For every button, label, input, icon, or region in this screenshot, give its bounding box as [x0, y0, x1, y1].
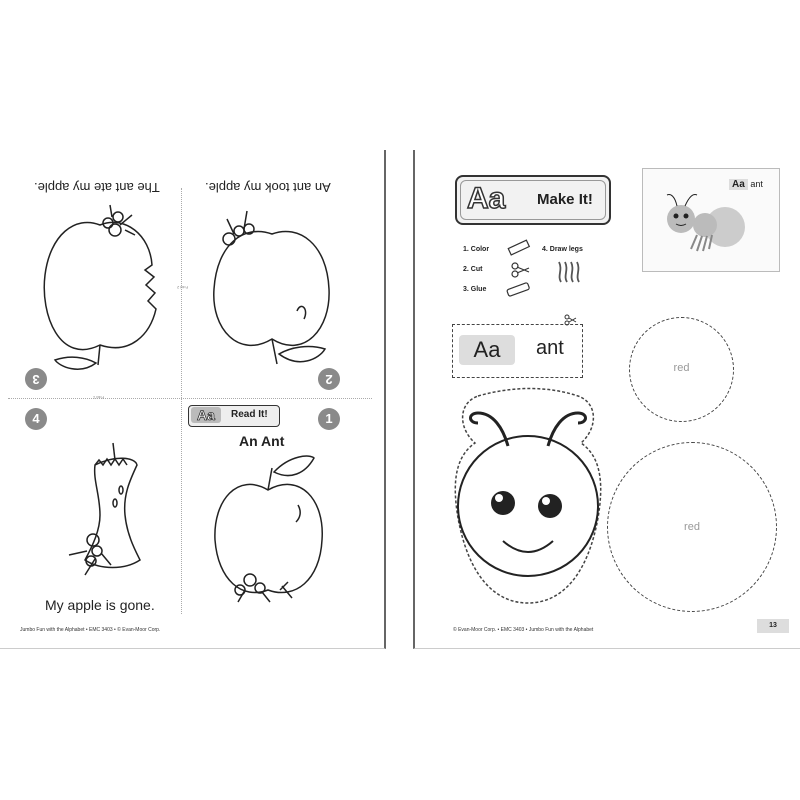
sample-ant-card [642, 168, 780, 272]
step-color: 1. Color [463, 246, 490, 253]
apple-with-ant-illustration [205, 205, 340, 390]
step-draw-legs: 4. Draw legs [542, 246, 583, 253]
panel1-number: 1 [318, 408, 340, 430]
apple-bitten-illustration [30, 205, 170, 375]
fold-label-horizontal: Fold 1 [93, 395, 105, 400]
apple-illustration [210, 450, 330, 610]
fold-line-horizontal [8, 398, 372, 399]
make-it-banner [455, 175, 611, 225]
left-footer: Jumbo Fun with the Alphabet • EMC 3403 • © Evan-Moor Corp. [20, 627, 161, 633]
panel3-number: 3 [25, 368, 47, 390]
glue-icon [507, 282, 530, 296]
crayon-icon [508, 240, 529, 255]
read-it-banner [188, 405, 280, 427]
word-cutout-box [452, 324, 583, 378]
make-it-label: Make It! [537, 191, 593, 208]
circle-cutout-small: red [629, 317, 734, 422]
sample-card-label: Aa ant [729, 179, 763, 190]
legs-icon [553, 258, 583, 286]
page-number: 13 [757, 619, 789, 633]
step-cut: 2. Cut [463, 266, 483, 273]
word-box-word: ant [536, 337, 564, 359]
step-glue: 3. Glue [463, 286, 487, 293]
story-title: An Ant [239, 433, 285, 449]
make-it-letters: Aa [467, 182, 506, 215]
ant-sample-illustration [657, 189, 757, 259]
panel2-sentence: An ant took my apple. [205, 180, 331, 195]
panel4-sentence: My apple is gone. [45, 597, 155, 613]
apple-core-with-ant-illustration [55, 435, 165, 585]
scissors-icon [512, 263, 518, 269]
panel3-sentence: The ant ate my apple. [34, 180, 160, 195]
ant-head-cutout [453, 388, 603, 616]
fold-line-vertical [181, 188, 182, 614]
right-page [413, 150, 800, 649]
panel2-number: 2 [318, 368, 340, 390]
read-it-label: Read It! [231, 409, 268, 420]
fold-label-vertical: Fold 2 [177, 285, 189, 290]
word-box-letters: Aa [459, 335, 515, 365]
circle-cutout-large: red [607, 442, 777, 612]
step-icons [503, 240, 535, 300]
left-page [0, 150, 386, 649]
panel4-number: 4 [25, 408, 47, 430]
right-footer: © Evan-Moor Corp. • EMC 3403 • Jumbo Fun with the Alphabet [453, 627, 594, 633]
read-it-letters: Aa [191, 407, 221, 423]
